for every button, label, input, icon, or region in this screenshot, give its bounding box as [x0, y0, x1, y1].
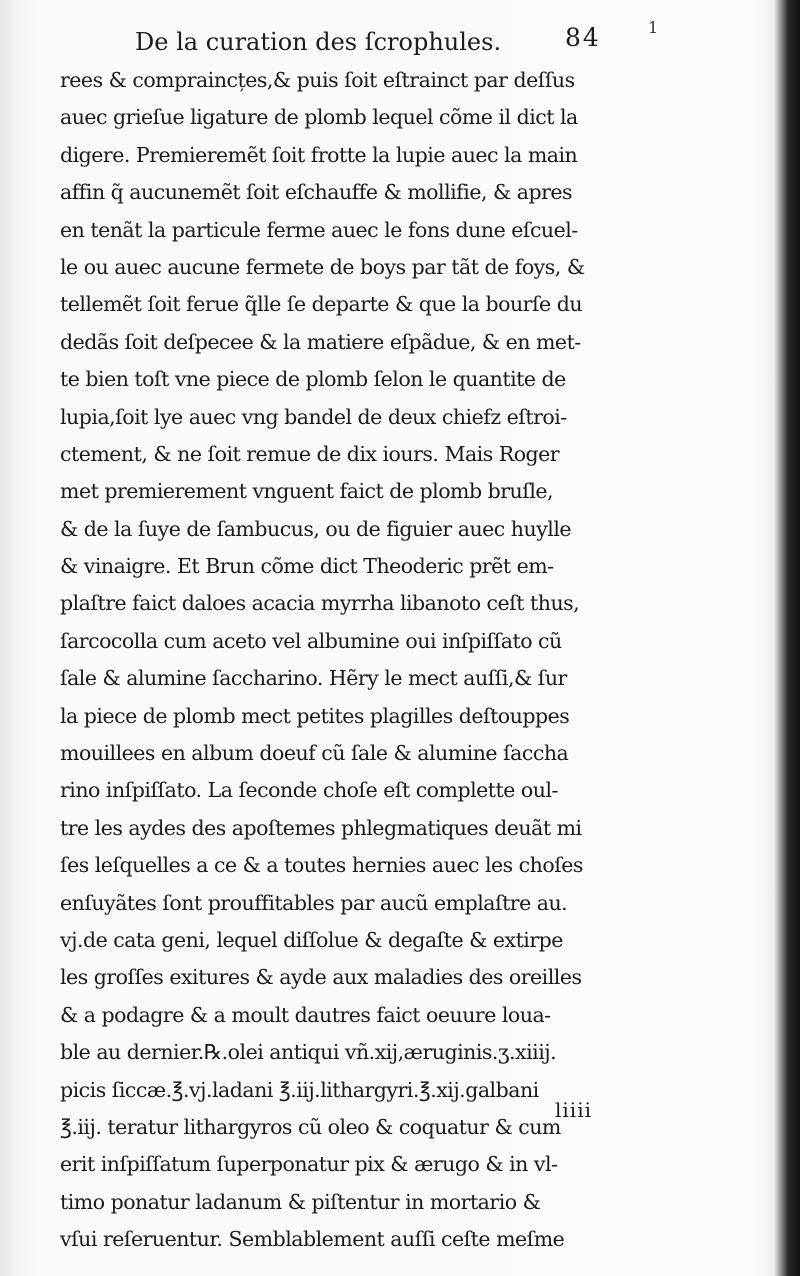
text-line: & de la ſuye de ſambucus, ou de figuier auec huylle	[60, 516, 572, 541]
text-line: digere. Premieremẽt ſoit frotte la lupie auec la main	[60, 142, 578, 167]
running-head-title: De la curation des ſcrophules.	[135, 28, 502, 56]
text-line: la piece de plomb mect petites plagilles deſtouppes	[60, 703, 570, 728]
text-line: te bien toſt vne piece de plomb ſelon le quantite de	[60, 367, 566, 392]
text-line: plaſtre faict daloes acacia myrrha libanoto ceſt thus,	[60, 591, 580, 616]
text-line: picis ſiccæ.℥.vj.ladani ℥.iij.lithargyri.℥.xij.galbani	[60, 1077, 539, 1102]
text-line: auec grieſue ligature de plomb lequel cõme il dict la	[60, 105, 578, 130]
body-text	[60, 62, 700, 1259]
text-line: lupia,ſoit lye auec vng bandel de deux chiefz eſtroi-	[60, 404, 567, 429]
text-line: le ou auec aucune fermete de boys par tãt de foys, &	[60, 254, 585, 279]
page-gutter-shadow	[754, 0, 800, 1276]
text-line: ℥.iij. teratur lithargyros cũ oleo & coquatur & cum	[60, 1114, 561, 1139]
text-line: les groſſes exitures & ayde aux maladies des oreilles	[60, 965, 582, 990]
text-line: tellemẽt ſoit ferue q̃lle ſe departe & que la bourſe du	[60, 292, 583, 317]
text-line: ſarcocolla cum aceto vel albumine oui inſpiſſato cũ	[60, 628, 562, 653]
text-line: vſui reſeruentur. Semblablement auſſi ceſte meſme	[60, 1227, 565, 1252]
text-line: erit inſpiſſatum ſuperponatur pix & ærugo & in vl-	[60, 1152, 558, 1177]
corner-mark: 1	[648, 18, 659, 37]
text-line: dedãs ſoit deſpecee & la matiere eſpãdue, & en met-	[60, 329, 581, 354]
text-line: & a podagre & a moult dautres faict oeuure loua-	[60, 1002, 551, 1027]
text-line: & vinaigre. Et Brun cõme dict Theoderic prẽt em-	[60, 554, 554, 579]
text-line: vj.de cata geni, lequel diſſolue & degaſte & extirpe	[60, 927, 563, 952]
text-line: en tenãt la particule ferme auec le fons dune eſcuel-	[60, 217, 578, 242]
text-line: enſuyãtes ſont prouffitables par aucũ emplaſtre au.	[60, 890, 568, 915]
text-line: rees & compraincțes,& puis ſoit eſtrainct par deſſus	[60, 68, 575, 92]
page-number: 84	[565, 23, 601, 52]
text-line: ble au dernier.℞.olei antiqui vñ.xij,æruginis.ʒ.xiiij.	[60, 1040, 557, 1065]
text-line: affin q̃ aucunemẽt ſoit eſchauffe & mollifie, & apres	[60, 180, 573, 205]
signature-mark: liiii	[555, 1098, 592, 1122]
text-line: ſale & alumine ſaccharino. Hẽry le mect auſſi,& ſur	[60, 666, 567, 691]
text-line: timo ponatur ladanum & piſtentur in mortario &	[60, 1189, 541, 1214]
text-line: mouillees en album doeuf cũ ſale & alumine ſaccha	[60, 741, 569, 766]
text-line: tre les aydes des apoſtemes phlegmatiques deuãt mi	[60, 815, 582, 840]
text-line: rino inſpiſſato. La ſeconde choſe eſt complette oul-	[60, 778, 558, 803]
text-line: met premierement vnguent faict de plomb bruſle,	[60, 479, 554, 504]
text-line: ſes leſquelles a ce & a toutes hernies auec les choſes	[60, 853, 583, 878]
text-line: ctement, & ne ſoit remue de dix iours. Mais Roger	[60, 441, 560, 466]
